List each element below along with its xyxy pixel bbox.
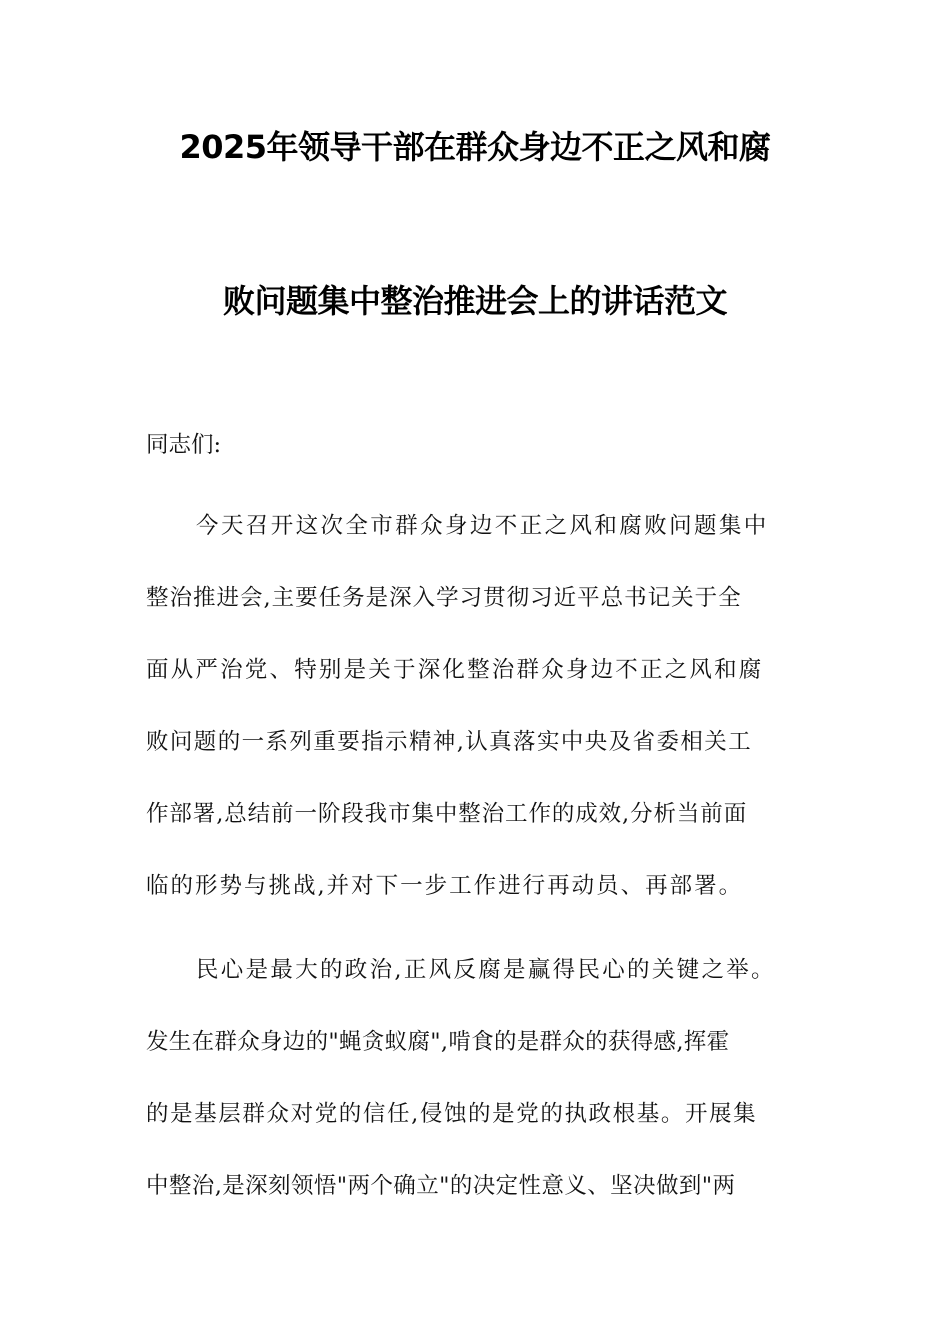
paragraph-1-line-4: 败问题的一系列重要指示精神,认真落实中央及省委相关工 bbox=[146, 729, 753, 755]
paragraph-1-line-2: 整治推进会,主要任务是深入学习贯彻习近平总书记关于全 bbox=[146, 585, 742, 611]
paragraph-1-line-5: 作部署,总结前一阶段我市集中整治工作的成效,分析当前面 bbox=[146, 801, 748, 827]
paragraph-1-line-6: 临的形势与挑战,并对下一步工作进行再动员、再部署。 bbox=[146, 873, 744, 899]
document-title-line-2: 败问题集中整治推进会上的讲话范文 bbox=[222, 282, 727, 320]
paragraph-2-line-4: 中整治,是深刻领悟"两个确立"的决定性意义、坚决做到"两 bbox=[146, 1173, 736, 1199]
paragraph-2-line-3: 的是基层群众对党的信任,侵蚀的是党的执政根基。开展集 bbox=[146, 1101, 758, 1127]
document-title-line-1: 2025年领导干部在群众身边不正之风和腐 bbox=[179, 128, 771, 166]
paragraph-2-line-1: 民心是最大的政治,正风反腐是赢得民心的关键之举。 bbox=[196, 957, 776, 983]
paragraph-1-line-3: 面从严治党、特别是关于深化整治群众身边不正之风和腐 bbox=[146, 657, 764, 683]
paragraph-1-line-1: 今天召开这次全市群众身边不正之风和腐败问题集中 bbox=[196, 513, 769, 539]
paragraph-2-line-2: 发生在群众身边的"蝇贪蚁腐",啃食的是群众的获得感,挥霍 bbox=[146, 1029, 730, 1055]
salutation: 同志们: bbox=[146, 432, 222, 458]
